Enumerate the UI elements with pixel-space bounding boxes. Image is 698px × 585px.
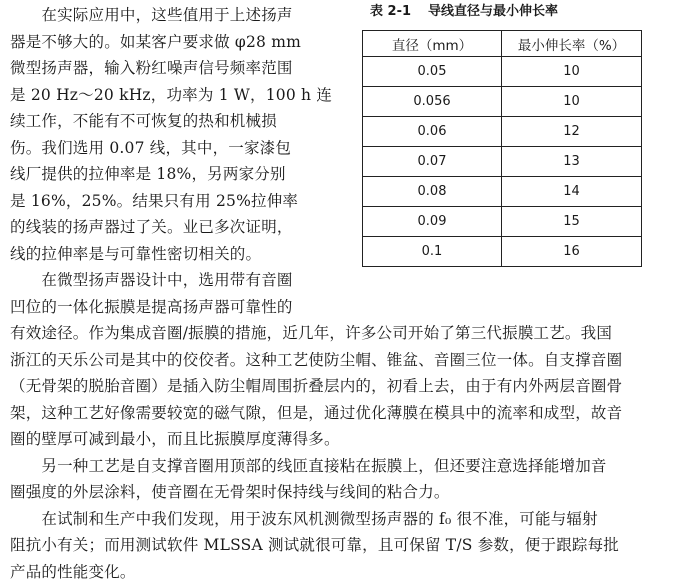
cell-diameter: 0.056 bbox=[363, 87, 502, 117]
cell-diameter: 0.1 bbox=[363, 237, 502, 267]
table-row bbox=[363, 117, 642, 147]
table-container bbox=[340, 0, 690, 267]
text-line: 凹位的一体化振膜是提高扬声器可靠性的 bbox=[10, 294, 332, 321]
table-row bbox=[363, 147, 642, 177]
table-row bbox=[363, 57, 642, 87]
cell-diameter: 0.06 bbox=[363, 117, 502, 147]
text-line: 线的拉伸率是与可靠性密切相关的。 bbox=[10, 241, 332, 268]
cell-elongation: 10 bbox=[502, 57, 642, 87]
text-line: 另一种工艺是自支撑音圈用顶部的线匝直接粘在振膜上，但还要注意选择能增加音 bbox=[10, 453, 692, 480]
text-line: 是 20 Hz～20 kHz，功率为 1 W，100 h 连 bbox=[10, 82, 332, 109]
cell-diameter: 0.09 bbox=[363, 207, 502, 237]
text-line: 是 16%，25%。结果只有用 25%拉伸率 bbox=[10, 188, 332, 215]
header-diameter: 直径（mm） bbox=[363, 31, 502, 57]
table-title: 导线直径与最小伸长率 bbox=[422, 0, 558, 24]
text-line: 在微型扬声器设计中，选用带有音圈 bbox=[10, 267, 332, 294]
text-line: 伤。我们选用 0.07 线，其中，一家漆包 bbox=[10, 135, 332, 162]
text-line: 架，这种工艺好像需要较宽的磁气隙，但是，通过优化薄膜在模具中的流率和成型，故音 bbox=[10, 400, 692, 427]
text-line: 圈的壁厚可减到最小，而且比振膜厚度薄得多。 bbox=[10, 426, 692, 453]
text-line: 线厂提供的拉伸率是 18%，另两家分别 bbox=[10, 161, 332, 188]
text-line: 浙江的天乐公司是其中的佼佼者。这种工艺使防尘帽、锥盆、音圈三位一体。自支撑音圈 bbox=[10, 347, 692, 374]
cell-elongation: 14 bbox=[502, 177, 642, 207]
text-line: 圈强度的外层涂料，使音圈在无骨架时保持线与线间的粘合力。 bbox=[10, 479, 692, 506]
header-elongation: 最小伸长率（%） bbox=[502, 31, 642, 57]
text-line: 的线装的扬声器过了关。业已多次证明， bbox=[10, 214, 332, 241]
text-line: 器是不够大的。如某客户要求做 φ28 mm bbox=[10, 29, 332, 56]
text-line: 有效途径。作为集成音圈/振膜的措施，近几年，许多公司开始了第三代振膜工艺。我国 bbox=[10, 320, 692, 347]
text-line: 在试制和生产中我们发现，用于波东风机测微型扬声器的 f₀ 很不准，可能与辐射 bbox=[10, 506, 692, 533]
cell-elongation: 10 bbox=[502, 87, 642, 117]
cell-diameter: 0.07 bbox=[363, 147, 502, 177]
text-line: 阻抗小有关；而用测试软件 MLSSA 测试就很可靠，且可保留 T/S 参数，便于跟踪每批 bbox=[10, 532, 692, 559]
left-column-text bbox=[10, 2, 332, 320]
text-line: 续工作，不能有不可恢复的热和机械损 bbox=[10, 108, 332, 135]
text-line: （无骨架的脱胎音圈）是插入防尘帽周围折叠层内的，初看上去，由于有内外两层音圈骨 bbox=[10, 373, 692, 400]
text-line: 在实际应用中，这些值用于上述扬声 bbox=[10, 2, 332, 29]
cell-elongation: 16 bbox=[502, 237, 642, 267]
cell-elongation: 12 bbox=[502, 117, 642, 147]
cell-diameter: 0.08 bbox=[363, 177, 502, 207]
cell-elongation: 15 bbox=[502, 207, 642, 237]
table-row bbox=[363, 87, 642, 117]
table-row bbox=[363, 177, 642, 207]
full-width-text bbox=[10, 320, 692, 585]
table-row bbox=[363, 207, 642, 237]
cell-diameter: 0.05 bbox=[363, 57, 502, 87]
cell-elongation: 13 bbox=[502, 147, 642, 177]
wire-elongation-table bbox=[362, 30, 642, 267]
table-number: 表 2-1 bbox=[340, 0, 422, 24]
table-header-row bbox=[363, 31, 642, 57]
table-caption bbox=[340, 0, 690, 30]
text-line: 微型扬声器，输入粉红噪声信号频率范围 bbox=[10, 55, 332, 82]
table-row bbox=[363, 237, 642, 267]
text-line: 产品的性能变化。 bbox=[10, 559, 692, 585]
